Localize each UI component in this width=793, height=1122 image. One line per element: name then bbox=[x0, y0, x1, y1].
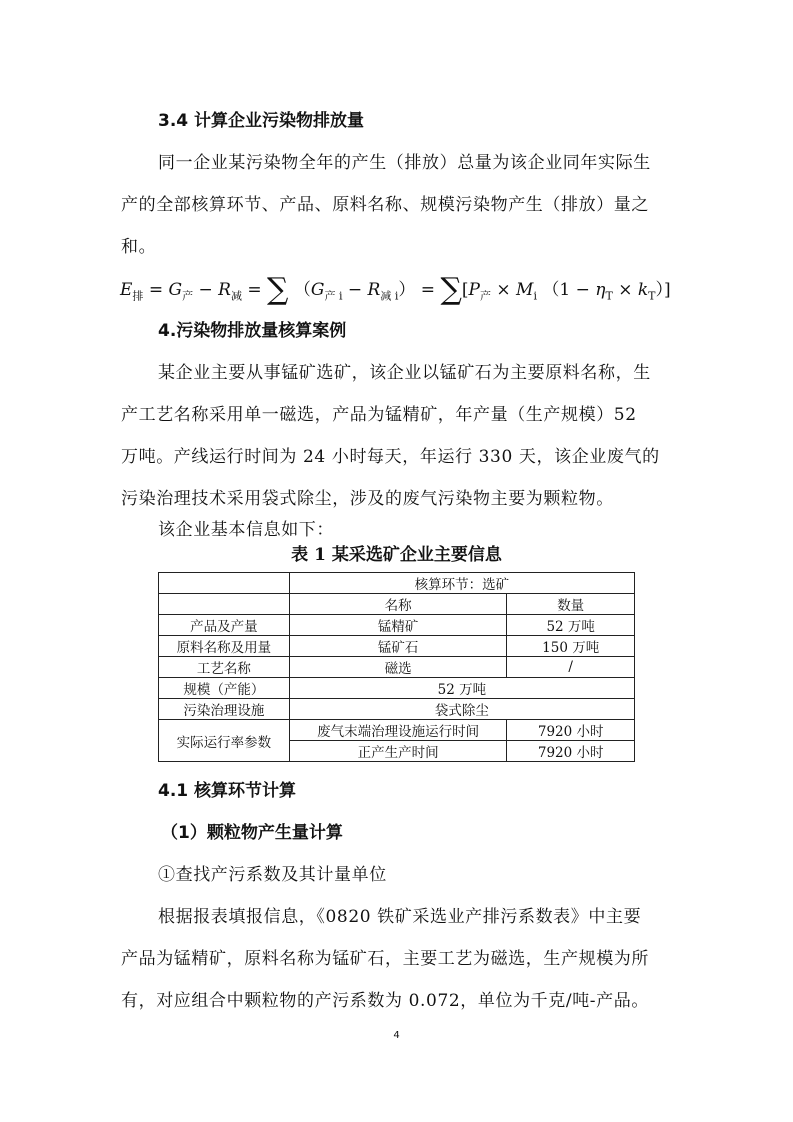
table-cell: 7920 小时 bbox=[507, 720, 635, 741]
paragraph-line: 污染治理技术采用袋式除尘，涉及的废气污染物主要为颗粒物。 bbox=[121, 489, 614, 509]
subsection-heading: （1）颗粒物产生量计算 bbox=[161, 823, 343, 843]
paragraph-line: 该企业基本信息如下： bbox=[158, 520, 334, 540]
table-header-cell: 数量 bbox=[507, 594, 635, 615]
table-row bbox=[159, 636, 635, 657]
paragraph-line: 有，对应组合中颗粒物的产污系数为 0.072，单位为千克/吨-产品。 bbox=[121, 991, 649, 1011]
paragraph-line: 产工艺名称采用单一磁选，产品为锰精矿，年产量（生产规模）52 bbox=[121, 405, 637, 425]
table-row bbox=[159, 573, 635, 594]
enterprise-info-table bbox=[158, 572, 635, 762]
table-cell: 52 万吨 bbox=[507, 615, 635, 636]
sum-symbol: ∑ bbox=[440, 272, 462, 307]
table-row bbox=[159, 657, 635, 678]
table-caption: 表 1 某采选矿企业主要信息 bbox=[291, 545, 502, 565]
section-4-1-heading: 4.1 核算环节计算 bbox=[158, 781, 297, 801]
section-4-heading: 4.污染物排放量核算案例 bbox=[158, 321, 347, 341]
table-cell: 锰精矿 bbox=[289, 615, 507, 636]
table-cell: / bbox=[507, 657, 635, 678]
table-row bbox=[159, 678, 635, 699]
paragraph-line: 根据报表填报信息，《0820 铁矿采选业产排污系数表》中主要 bbox=[158, 907, 642, 927]
paragraph-line: 和。 bbox=[121, 237, 157, 257]
section-3-4-heading: 3.4 计算企业污染物排放量 bbox=[158, 111, 365, 131]
table-row bbox=[159, 699, 635, 720]
table-cell: 废气末端治理设施运行时间 bbox=[289, 720, 507, 741]
table-cell: 52 万吨 bbox=[289, 678, 634, 699]
table-row bbox=[159, 720, 635, 741]
paragraph-line: 某企业主要从事锰矿选矿，该企业以锰矿石为主要原料名称，生 bbox=[158, 363, 651, 383]
table-cell bbox=[159, 594, 290, 615]
table-cell: 工艺名称 bbox=[159, 657, 290, 678]
table-cell: 正产生产时间 bbox=[289, 741, 507, 762]
paragraph-line: 万吨。产线运行时间为 24 小时每天，年运行 330 天，该企业废气的 bbox=[121, 447, 660, 467]
page-number: 4 bbox=[393, 1030, 400, 1041]
table-header-cell: 核算环节：选矿 bbox=[289, 573, 634, 594]
table-cell: 规模（产能） bbox=[159, 678, 290, 699]
paragraph-line: 同一企业某污染物全年的产生（排放）总量为该企业同年实际生 bbox=[158, 153, 651, 173]
table-cell: 磁选 bbox=[289, 657, 507, 678]
table-cell: 实际运行率参数 bbox=[159, 720, 290, 762]
table-cell: 袋式除尘 bbox=[289, 699, 634, 720]
table-cell: 锰矿石 bbox=[289, 636, 507, 657]
table-cell: 原料名称及用量 bbox=[159, 636, 290, 657]
emission-formula: $E_排 = G_产 - R_减$ = ∑ $(G_{产 i} - R_{减 i}) = \sum[P_产 \times M_i$ $(1 - \eta_T \times k_T)$] bbox=[120, 272, 671, 307]
sum-symbol: ∑ bbox=[267, 272, 289, 307]
table-cell: 产品及产量 bbox=[159, 615, 290, 636]
table-cell: 污染治理设施 bbox=[159, 699, 290, 720]
table-cell: 150 万吨 bbox=[507, 636, 635, 657]
list-item: ①查找产污系数及其计量单位 bbox=[158, 865, 387, 885]
table-header-cell: 名称 bbox=[289, 594, 507, 615]
paragraph-line: 产的全部核算环节、产品、原料名称、规模污染物产生（排放）量之 bbox=[121, 195, 649, 215]
paragraph-line: 产品为锰精矿，原料名称为锰矿石，主要工艺为磁选，生产规模为所 bbox=[121, 949, 649, 969]
table-cell: 7920 小时 bbox=[507, 741, 635, 762]
table-row bbox=[159, 594, 635, 615]
table-cell bbox=[159, 573, 290, 594]
table-row bbox=[159, 615, 635, 636]
